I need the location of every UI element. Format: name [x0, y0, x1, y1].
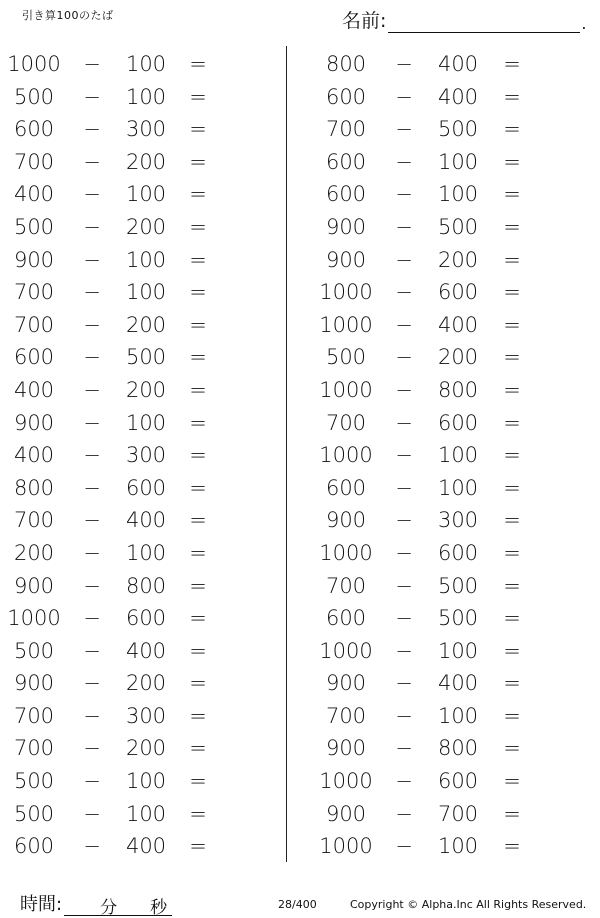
minus-sign: − — [395, 573, 413, 598]
minus-sign: − — [395, 410, 413, 435]
equals-sign: = — [503, 182, 521, 207]
minuend: 900 — [325, 736, 367, 761]
problem-row — [0, 374, 286, 407]
problem-row — [288, 732, 598, 765]
minus-sign: − — [83, 214, 101, 239]
minuend: 1000 — [319, 834, 373, 859]
minus-sign: − — [83, 671, 101, 696]
minuend: 600 — [13, 117, 55, 142]
minus-sign: − — [395, 606, 413, 631]
minuend: 400 — [13, 443, 55, 468]
minus-sign: − — [395, 117, 413, 142]
problem-row — [0, 309, 286, 342]
minuend: 900 — [13, 671, 55, 696]
problem-row — [0, 81, 286, 114]
minuend: 500 — [325, 345, 367, 370]
column-divider — [286, 46, 287, 862]
minus-sign: − — [83, 443, 101, 468]
subtrahend: 400 — [437, 84, 479, 109]
minus-sign: − — [83, 182, 101, 207]
minuend: 1000 — [7, 52, 61, 76]
equals-sign: = — [189, 606, 207, 631]
equals-sign: = — [503, 149, 521, 174]
minuend: 400 — [13, 377, 55, 402]
minuend: 900 — [13, 247, 55, 272]
minuend: 900 — [325, 247, 367, 272]
subtrahend: 300 — [125, 703, 167, 728]
equals-sign: = — [189, 443, 207, 468]
subtrahend: 100 — [125, 182, 167, 207]
problem-row — [288, 667, 598, 700]
name-input-line[interactable] — [388, 12, 580, 33]
name-line-dot: . — [581, 14, 587, 33]
minus-sign: − — [395, 312, 413, 337]
minus-sign: − — [83, 117, 101, 142]
problem-row — [0, 472, 286, 505]
subtrahend: 200 — [125, 377, 167, 402]
equals-sign: = — [189, 149, 207, 174]
subtrahend: 100 — [437, 638, 479, 663]
problem-row — [0, 602, 286, 635]
minus-sign: − — [83, 345, 101, 370]
minus-sign: − — [395, 769, 413, 794]
minuend: 1000 — [319, 540, 373, 565]
minus-sign: − — [395, 540, 413, 565]
minuend: 900 — [325, 214, 367, 239]
subtrahend: 400 — [125, 508, 167, 533]
equals-sign: = — [503, 606, 521, 631]
minuend: 700 — [325, 410, 367, 435]
minus-sign: − — [395, 703, 413, 728]
minuend: 600 — [325, 606, 367, 631]
minuend: 600 — [325, 475, 367, 500]
subtrahend: 100 — [437, 475, 479, 500]
problem-row — [0, 439, 286, 472]
equals-sign: = — [503, 573, 521, 598]
subtrahend: 100 — [437, 149, 479, 174]
equals-sign: = — [189, 117, 207, 142]
minuend: 700 — [13, 280, 55, 305]
equals-sign: = — [503, 312, 521, 337]
subtrahend: 600 — [437, 540, 479, 565]
minuend: 700 — [325, 703, 367, 728]
subtrahend: 100 — [125, 84, 167, 109]
equals-sign: = — [503, 214, 521, 239]
problem-row — [0, 798, 286, 831]
subtrahend: 200 — [437, 345, 479, 370]
problem-row — [0, 732, 286, 765]
minus-sign: − — [83, 540, 101, 565]
minuend: 700 — [325, 117, 367, 142]
equals-sign: = — [189, 769, 207, 794]
subtrahend: 500 — [437, 573, 479, 598]
minuend: 1000 — [319, 377, 373, 402]
minus-sign: − — [83, 508, 101, 533]
minus-sign: − — [83, 247, 101, 272]
equals-sign: = — [503, 540, 521, 565]
minus-sign: − — [395, 52, 413, 76]
subtrahend: 500 — [437, 117, 479, 142]
subtrahend: 100 — [125, 52, 167, 76]
problem-row — [288, 276, 598, 309]
minus-sign: − — [395, 280, 413, 305]
minuend: 600 — [13, 834, 55, 859]
equals-sign: = — [189, 703, 207, 728]
problem-row — [0, 700, 286, 733]
problem-row — [0, 244, 286, 277]
equals-sign: = — [189, 312, 207, 337]
subtrahend: 400 — [125, 638, 167, 663]
minus-sign: − — [395, 834, 413, 859]
minus-sign: − — [83, 149, 101, 174]
subtrahend: 100 — [437, 182, 479, 207]
minus-sign: − — [83, 736, 101, 761]
subtrahend: 600 — [125, 606, 167, 631]
equals-sign: = — [189, 638, 207, 663]
subtrahend: 600 — [125, 475, 167, 500]
minuend: 500 — [13, 84, 55, 109]
minuend: 800 — [325, 52, 367, 76]
problem-row — [0, 178, 286, 211]
problem-row — [288, 374, 598, 407]
problem-row — [288, 309, 598, 342]
equals-sign: = — [503, 377, 521, 402]
minuend: 1000 — [7, 606, 61, 631]
equals-sign: = — [189, 247, 207, 272]
minuend: 700 — [13, 736, 55, 761]
minus-sign: − — [395, 443, 413, 468]
equals-sign: = — [503, 769, 521, 794]
minus-sign: − — [83, 834, 101, 859]
subtrahend: 200 — [125, 671, 167, 696]
minuend: 1000 — [319, 280, 373, 305]
minus-sign: − — [83, 377, 101, 402]
subtrahend: 100 — [125, 769, 167, 794]
problem-row — [288, 602, 598, 635]
problem-row — [288, 765, 598, 798]
minuend: 500 — [13, 801, 55, 826]
subtrahend: 300 — [125, 443, 167, 468]
minus-sign: − — [395, 638, 413, 663]
subtrahend: 800 — [437, 736, 479, 761]
minus-sign: − — [395, 671, 413, 696]
subtrahend: 100 — [437, 443, 479, 468]
subtrahend: 800 — [437, 377, 479, 402]
name-label: 名前: — [342, 10, 387, 32]
minus-sign: − — [83, 410, 101, 435]
minuend: 700 — [13, 149, 55, 174]
subtrahend: 100 — [125, 410, 167, 435]
subtrahend: 100 — [437, 703, 479, 728]
equals-sign: = — [503, 475, 521, 500]
problem-row — [0, 635, 286, 668]
equals-sign: = — [189, 508, 207, 533]
problem-row — [288, 635, 598, 668]
minus-sign: − — [83, 475, 101, 500]
minuend: 600 — [13, 345, 55, 370]
problem-row — [288, 113, 598, 146]
equals-sign: = — [503, 834, 521, 859]
minuend: 700 — [13, 703, 55, 728]
problem-row — [288, 178, 598, 211]
equals-sign: = — [503, 443, 521, 468]
equals-sign: = — [189, 377, 207, 402]
minuend: 400 — [13, 182, 55, 207]
problem-row — [0, 113, 286, 146]
problem-row — [288, 81, 598, 114]
time-field-area — [20, 890, 172, 916]
problem-row — [288, 504, 598, 537]
minuend: 900 — [325, 508, 367, 533]
right-problem-column — [288, 48, 598, 863]
minuend: 500 — [13, 769, 55, 794]
problem-row — [0, 830, 286, 863]
subtrahend: 600 — [437, 769, 479, 794]
equals-sign: = — [503, 345, 521, 370]
minuend: 500 — [13, 638, 55, 663]
equals-sign: = — [503, 247, 521, 272]
minuend: 600 — [325, 182, 367, 207]
minutes-label: 分 — [100, 898, 118, 918]
problem-row — [288, 570, 598, 603]
minuend: 1000 — [319, 443, 373, 468]
minuend: 600 — [325, 149, 367, 174]
worksheet-title: 引き算100のたば — [22, 9, 114, 22]
minus-sign: − — [395, 182, 413, 207]
subtrahend: 600 — [437, 410, 479, 435]
minuend: 1000 — [319, 638, 373, 663]
equals-sign: = — [503, 671, 521, 696]
problem-row — [288, 439, 598, 472]
minuend: 500 — [13, 214, 55, 239]
minus-sign: − — [395, 149, 413, 174]
minus-sign: − — [83, 606, 101, 631]
minuend: 1000 — [319, 769, 373, 794]
problem-row — [288, 472, 598, 505]
minus-sign: − — [83, 84, 101, 109]
minus-sign: − — [83, 52, 101, 76]
equals-sign: = — [503, 280, 521, 305]
minuend: 900 — [13, 573, 55, 598]
problem-row — [288, 407, 598, 440]
problem-row — [0, 765, 286, 798]
minuend: 900 — [325, 671, 367, 696]
minus-sign: − — [395, 377, 413, 402]
equals-sign: = — [189, 540, 207, 565]
subtrahend: 100 — [125, 540, 167, 565]
subtrahend: 200 — [125, 736, 167, 761]
problem-row — [288, 830, 598, 863]
problem-row — [288, 48, 598, 81]
subtrahend: 100 — [437, 834, 479, 859]
equals-sign: = — [503, 84, 521, 109]
minus-sign: − — [395, 214, 413, 239]
equals-sign: = — [189, 475, 207, 500]
problem-row — [288, 146, 598, 179]
equals-sign: = — [503, 508, 521, 533]
page-counter: 28/400 — [278, 898, 317, 911]
problem-row — [288, 244, 598, 277]
minus-sign: − — [83, 280, 101, 305]
minuend: 700 — [13, 508, 55, 533]
subtrahend: 400 — [437, 312, 479, 337]
equals-sign: = — [189, 573, 207, 598]
minus-sign: − — [83, 638, 101, 663]
problem-row — [288, 798, 598, 831]
subtrahend: 600 — [437, 280, 479, 305]
subtrahend: 300 — [437, 508, 479, 533]
minus-sign: − — [83, 312, 101, 337]
minuend: 700 — [325, 573, 367, 598]
subtrahend: 200 — [125, 312, 167, 337]
problem-row — [288, 211, 598, 244]
equals-sign: = — [503, 736, 521, 761]
minus-sign: − — [395, 247, 413, 272]
subtrahend: 200 — [437, 247, 479, 272]
equals-sign: = — [189, 214, 207, 239]
subtrahend: 100 — [125, 801, 167, 826]
problem-row — [0, 407, 286, 440]
problem-row — [0, 146, 286, 179]
minus-sign: − — [83, 573, 101, 598]
problem-row — [0, 504, 286, 537]
equals-sign: = — [189, 801, 207, 826]
equals-sign: = — [189, 280, 207, 305]
minuend: 900 — [325, 801, 367, 826]
subtrahend: 700 — [437, 801, 479, 826]
equals-sign: = — [189, 52, 207, 76]
minus-sign: − — [395, 508, 413, 533]
problem-row — [288, 341, 598, 374]
subtrahend: 300 — [125, 117, 167, 142]
minuend: 800 — [13, 475, 55, 500]
time-input-line[interactable] — [64, 893, 172, 916]
equals-sign: = — [503, 638, 521, 663]
subtrahend: 100 — [125, 280, 167, 305]
minuend: 1000 — [319, 312, 373, 337]
equals-sign: = — [503, 801, 521, 826]
problem-row — [288, 700, 598, 733]
subtrahend: 500 — [125, 345, 167, 370]
subtrahend: 400 — [437, 671, 479, 696]
equals-sign: = — [503, 117, 521, 142]
minus-sign: − — [395, 801, 413, 826]
equals-sign: = — [189, 834, 207, 859]
problem-row — [288, 537, 598, 570]
problem-row — [0, 667, 286, 700]
equals-sign: = — [189, 410, 207, 435]
subtrahend: 400 — [125, 834, 167, 859]
minuend: 600 — [325, 84, 367, 109]
equals-sign: = — [503, 410, 521, 435]
minus-sign: − — [395, 736, 413, 761]
equals-sign: = — [503, 703, 521, 728]
minus-sign: − — [395, 345, 413, 370]
subtrahend: 500 — [437, 606, 479, 631]
problem-row — [0, 570, 286, 603]
minuend: 700 — [13, 312, 55, 337]
minus-sign: − — [395, 475, 413, 500]
subtrahend: 200 — [125, 149, 167, 174]
subtrahend: 500 — [437, 214, 479, 239]
problem-row — [0, 276, 286, 309]
left-problem-column — [0, 48, 286, 863]
seconds-label: 秒 — [150, 898, 168, 918]
equals-sign: = — [503, 52, 521, 76]
time-label: 時間: — [20, 894, 63, 915]
equals-sign: = — [189, 84, 207, 109]
subtrahend: 100 — [125, 247, 167, 272]
subtrahend: 400 — [437, 52, 479, 76]
name-field-area — [342, 6, 587, 33]
copyright-notice: Copyright © Alpha.Inc All Rights Reserved. — [350, 898, 587, 911]
problem-row — [0, 48, 286, 81]
equals-sign: = — [189, 671, 207, 696]
minuend: 200 — [13, 540, 55, 565]
subtrahend: 200 — [125, 214, 167, 239]
problem-row — [0, 211, 286, 244]
minus-sign: − — [395, 84, 413, 109]
problem-row — [0, 341, 286, 374]
minus-sign: − — [83, 801, 101, 826]
minus-sign: − — [83, 703, 101, 728]
minuend: 900 — [13, 410, 55, 435]
equals-sign: = — [189, 345, 207, 370]
problem-row — [0, 537, 286, 570]
equals-sign: = — [189, 182, 207, 207]
minus-sign: − — [83, 769, 101, 794]
equals-sign: = — [189, 736, 207, 761]
subtrahend: 800 — [125, 573, 167, 598]
